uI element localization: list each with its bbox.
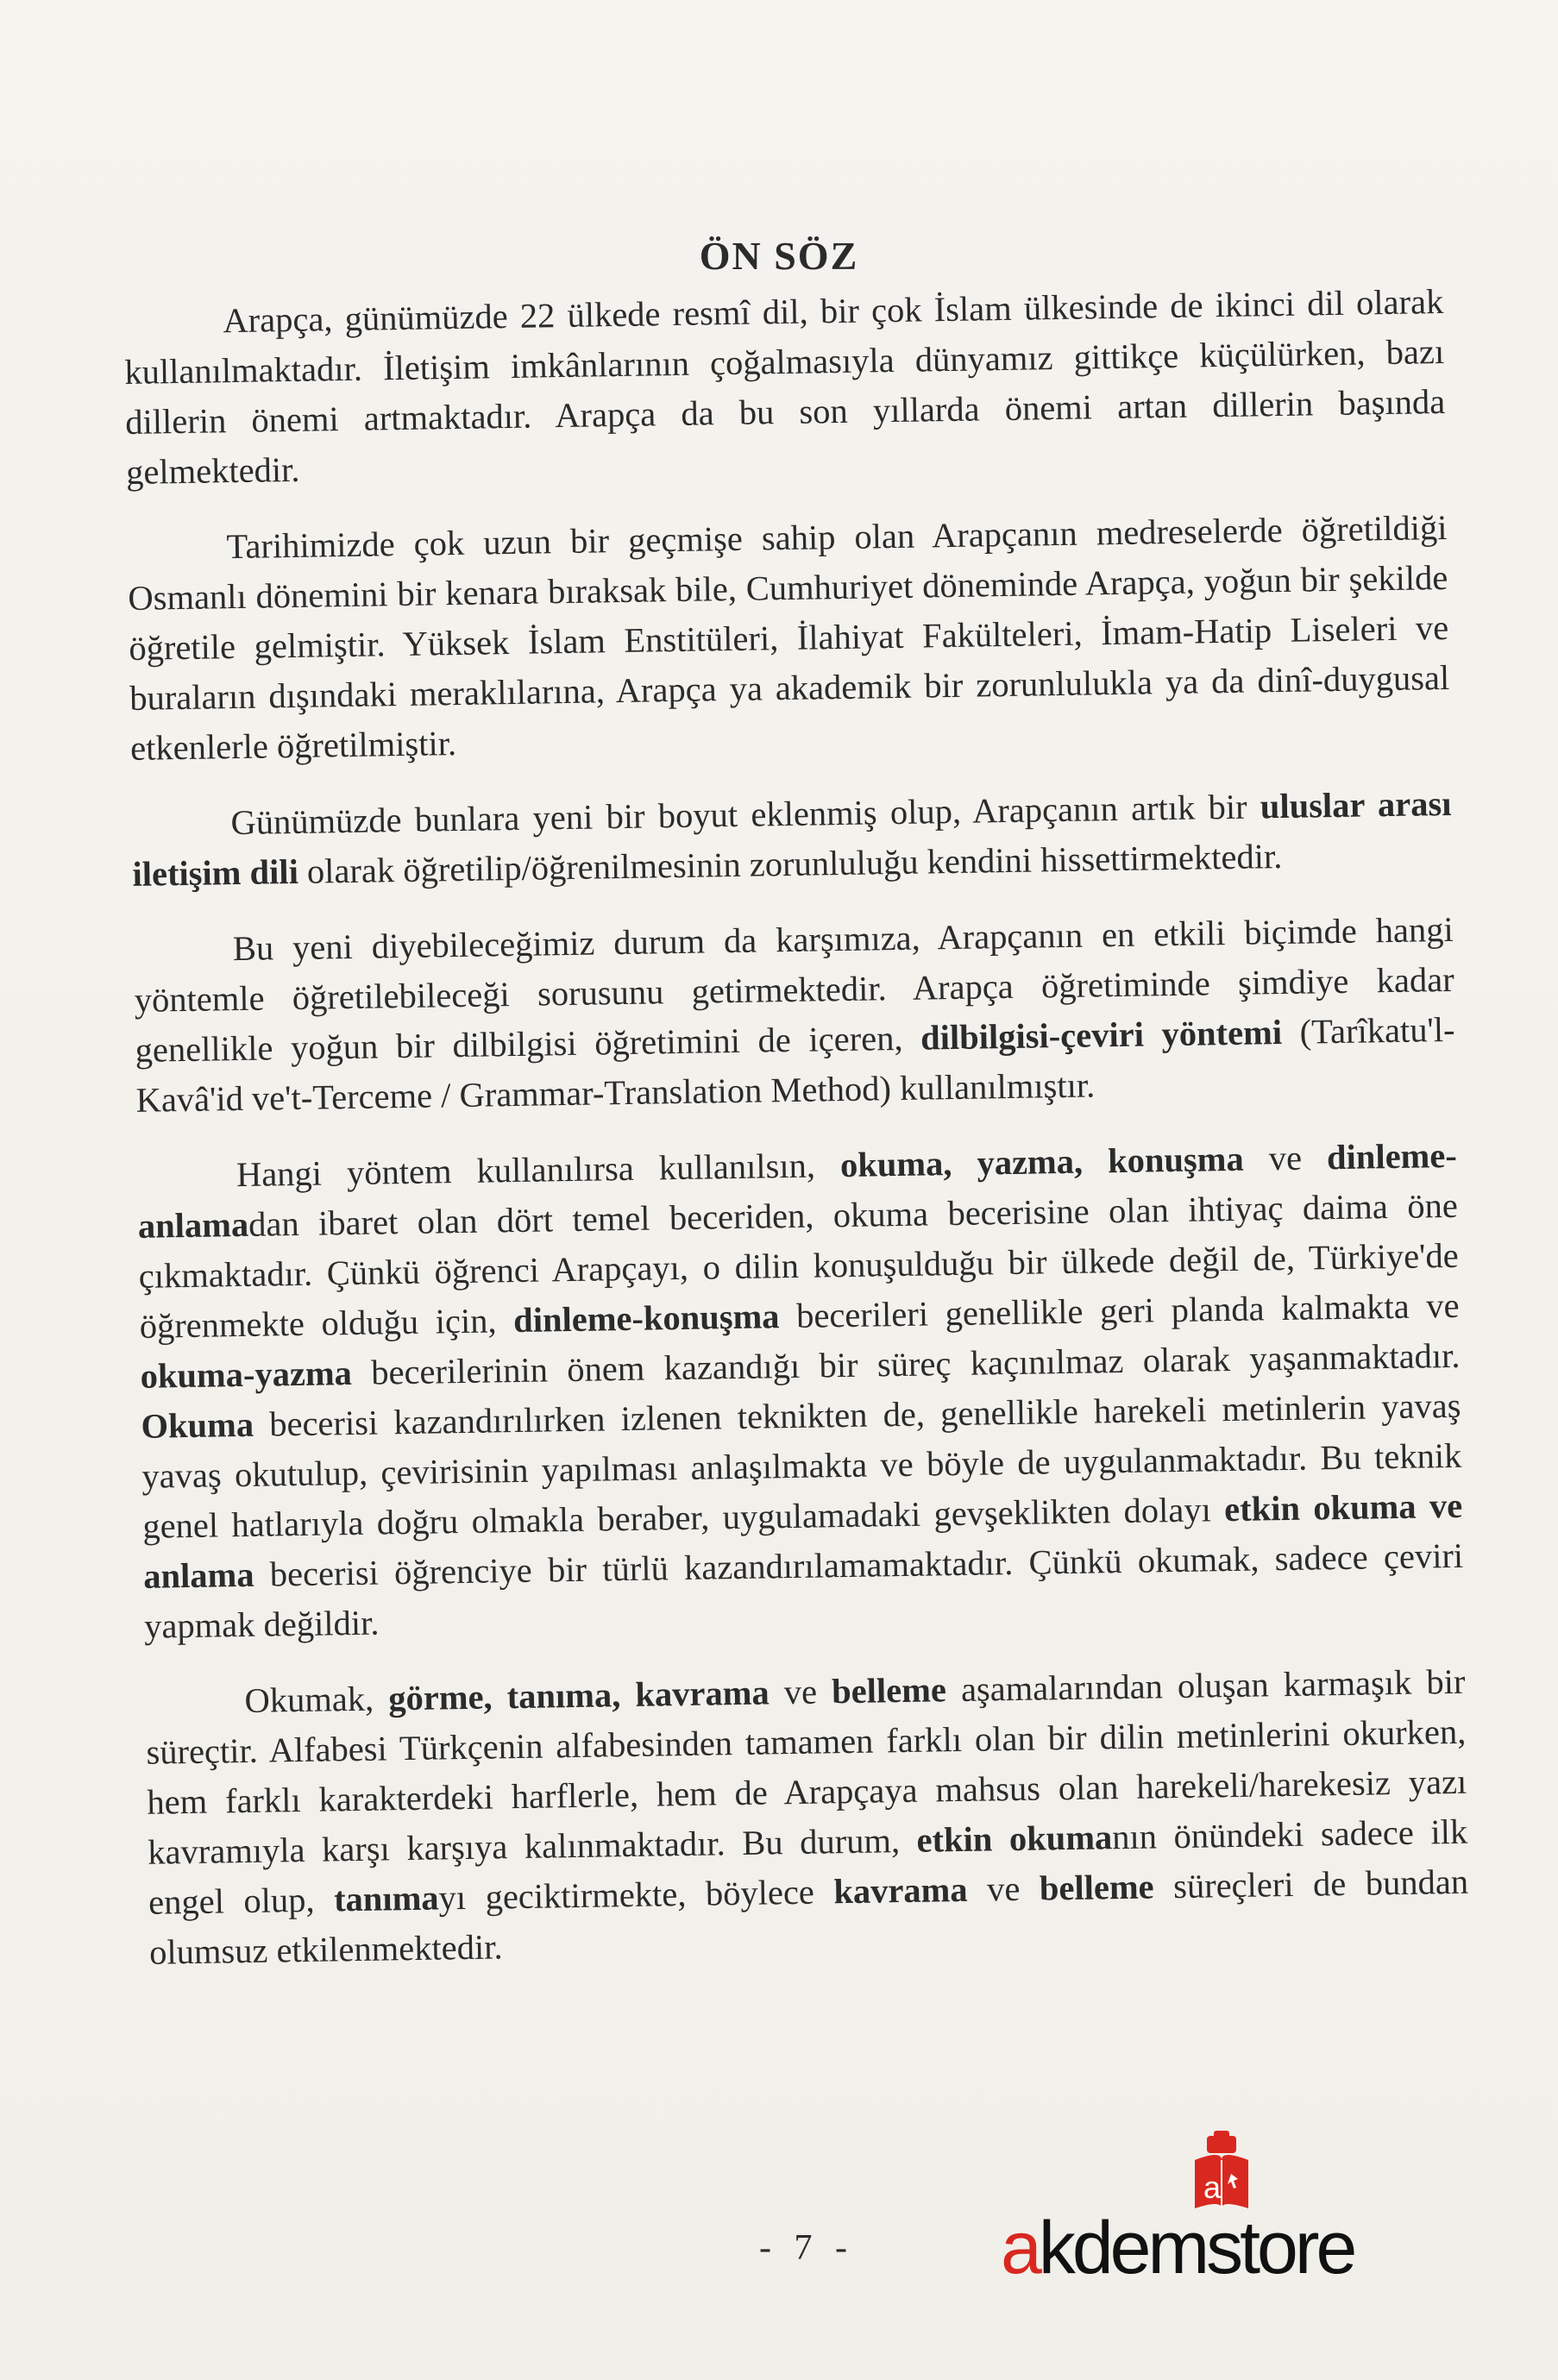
text-run: olarak öğretilip/öğrenilmesinin zorunluluğu kendini hissettirmektedir.: [298, 836, 1283, 891]
bold-term: dinleme-konuşma: [512, 1297, 780, 1341]
page-title: ÖN SÖZ: [699, 234, 859, 278]
text-run: becerisi öğrenciye bir türlü kazandırılamamaktadır. Çünkü okumak, sadece çeviri yapmak değildir.: [143, 1535, 1464, 1646]
text-run: nın önündeki sadece ilk engel olup,: [148, 1812, 1468, 1922]
bold-term: dinleme-anlama: [137, 1135, 1458, 1246]
logo-accent-letter: a: [1001, 2207, 1039, 2289]
logo-wordmark: [1001, 2205, 1449, 2291]
text-run: Günümüzde bunlara yeni bir boyut eklenmiş olup, Arapçanın artık bir: [230, 787, 1261, 843]
body-text: [123, 277, 1470, 2004]
bold-term: kavrama: [833, 1869, 968, 1912]
text-run: ve: [1243, 1138, 1328, 1178]
bold-term: tanıma: [333, 1878, 439, 1919]
paragraph: [123, 277, 1446, 498]
bold-term: etkin okuma ve anlama: [142, 1485, 1463, 1596]
bold-term: etkin okuma: [916, 1818, 1113, 1860]
text-run: ve: [967, 1868, 1040, 1909]
text-run: dan ibaret olan dört temel beceriden, okuma becerisine olan ihtiyaç daima öne çıkmaktadır. Çünkü öğrenci Arapçayı, o dilin konuşulduğu bir ülkede değil de, Türkiye'de öğrenmekte olduğu için,: [138, 1185, 1459, 1346]
paragraph: [131, 779, 1453, 900]
bold-term: uluslar arası iletişim dili: [132, 783, 1452, 894]
text-run: yı geciktirmekte, böylece: [438, 1872, 834, 1918]
paragraph: [133, 905, 1455, 1126]
text-run: Tarihimizde çok uzun bir geçmişe sahip olan Arapçanın medreselerde öğretildiği Osmanlı dönemini bir kenara bıraksak bile, Cumhuriyet döneminde Arapça, yoğun bir şekilde öğretile gelmiştir. Yüksek İslam Enstitüleri, İlahiyat Fakülteleri, İmam-Hatip Liseleri ve buraların dışındaki meraklılarına, Arapça ya akademik bir zorunlulukla ya da dinî-duygusal etkenlerle öğretilmiştir.: [128, 507, 1450, 768]
paragraph: [127, 503, 1450, 774]
paragraph: [145, 1657, 1469, 1978]
bold-term: dilbilgisi-çeviri yöntemi: [920, 1013, 1283, 1058]
bold-term: Okuma: [141, 1404, 254, 1446]
bold-term: okuma, yazma, konuşma: [839, 1139, 1245, 1185]
akdemstore-logo: [1001, 2131, 1449, 2295]
paragraph: [137, 1131, 1465, 1652]
text-run: Arapça, günümüzde 22 ülkede resmî dil, bir çok İslam ülkesinde de ikinci dil olarak kullanılmaktadır. İletişim imkânlarının çoğalmasıyla dünyamız gittikçe küçülürken, bazı dillerin önemi artmaktadır. Arapça da bu son yıllarda önemi artan dillerin başında gelmektedir.: [124, 281, 1446, 492]
bold-term: okuma-yazma: [140, 1353, 353, 1396]
text-run: (Tarîkatu'l-Kavâ'id ve't-Terceme / Grammar-Translation Method) kullanılmıştır.: [135, 1009, 1455, 1120]
text-run: Hangi yöntem kullanılırsa kullanılsın,: [236, 1146, 841, 1195]
text-run: aşamalarından oluşan karmaşık bir süreçtir. Alfabesi Türkçenin alfabesinden tamamen farklı olan bir dilin metinlerini okurken, hem farklı karakterdeki harflerle, hem de Arapçaya mahsus olan harekeli/harekesiz yazı kavramıyla karşı karşıya kalınmaktadır. Bu durum,: [146, 1661, 1467, 1872]
bold-term: belleme: [831, 1670, 947, 1711]
text-run: becerilerinin önem kazandığı bir süreç kaçınılmaz olarak yaşanmaktadır.: [351, 1335, 1461, 1392]
text-run: Bu yeni diyebileceğimiz durum da karşımıza, Arapçanın en etkili biçimde hangi yöntemle öğretilebileceği sorusunu getirmektedir. Arapça öğretiminde şimdiye kadar genellikle yoğun bir dilbilgisi öğretimini de içeren,: [134, 909, 1454, 1070]
text-run: süreçleri de bundan olumsuz etkilenmektedir.: [148, 1862, 1469, 1972]
text-run: ve: [769, 1672, 832, 1712]
page-number: - 7 -: [759, 2228, 854, 2268]
bold-term: belleme: [1039, 1867, 1154, 1908]
logo-text-rest: kdemstore: [1038, 2207, 1354, 2289]
text-run: becerileri genellikle geri planda kalmakta ve: [779, 1285, 1460, 1336]
text-run: becerisi kazandırılırken izlenen teknikten de, genellikle harekeli metinlerin yavaş yavaş okutulup, çevirisinin yapılması anlaşılmakta ve böyle de uygulanmaktadır. Bu teknik genel hatlarıyla doğru olmakla beraber, uygulamadaki gevşeklikten dolayı: [141, 1385, 1462, 1546]
text-run: Okumak,: [244, 1679, 389, 1720]
svg-text:a: a: [1203, 2170, 1222, 2205]
book-logo-icon: [1186, 2131, 1257, 2214]
bold-term: görme, tanıma, kavrama: [387, 1673, 770, 1718]
